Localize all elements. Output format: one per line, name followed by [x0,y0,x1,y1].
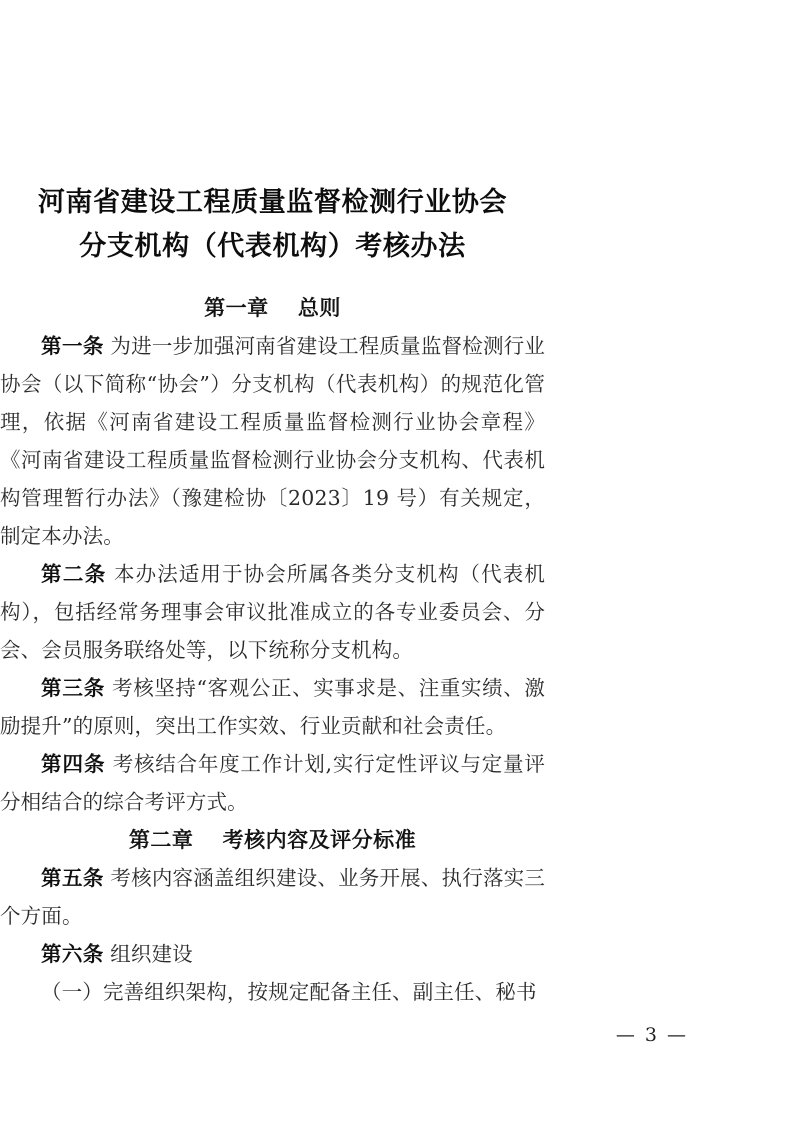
page-title [0,181,545,269]
article-paragraph-1 [0,327,545,555]
article-text-1: 为进一步加强河南省建设工程质量监督检测行业协会（以下简称“协会”）分支机构（代表机构）的规范化管理，依据《河南省建设工程质量监督检测行业协会章程》《河南省建设工程质量监督检测行业协会分支机构、代表机构管理暂行办法》（豫建检协〔2023〕19 号）有关规定，制定本办法。 [0,334,545,548]
article-marker-1: 第一条 [41,334,104,358]
article-paragraph-3 [0,669,545,745]
list-item-1 [0,973,545,1011]
article-text-2: 本办法适用于协会所属各类分支机构（代表机构），包括经常务理事会审议批准成立的各专业委员会、分会、会员服务联络处等，以下统称分支机构。 [0,562,545,662]
article-paragraph-6 [0,935,545,973]
title-line-1: 河南省建设工程质量监督检测行业协会 [37,187,508,218]
article-text-3: 考核坚持“客观公正、实事求是、注重实绩、激励提升”的原则，突出工作实效、行业贡献和社会责任。 [0,676,545,738]
article-marker-3: 第三条 [41,676,106,700]
article-paragraph-4 [0,745,545,821]
chapter-heading-1: 第一章 总则 [204,296,341,320]
article-paragraph-5 [0,859,545,935]
article-marker-2: 第二条 [41,562,107,586]
list-item-label-1: （一） [41,980,103,1004]
article-paragraph-2 [0,555,545,669]
article-text-6: 组织建设 [110,942,193,966]
article-marker-6: 第六条 [41,942,104,966]
article-text-5: 考核内容涵盖组织建设、业务开展、执行落实三个方面。 [0,866,545,928]
article-marker-4: 第四条 [41,752,106,776]
chapter-heading-2: 第二章 考核内容及评分标准 [128,828,417,852]
page-number: — 3 — [615,1024,688,1046]
title-line-2: 分支机构（代表机构）考核办法 [79,231,466,262]
title-block [0,181,545,269]
list-item-text-1: 完善组织架构，按规定配备主任、副主任、秘书 [102,980,537,1004]
article-text-4: 考核结合年度工作计划,实行定性评议与定量评分相结合的综合考评方式。 [0,752,545,814]
document-body [0,289,545,1011]
article-marker-5: 第五条 [41,866,104,890]
